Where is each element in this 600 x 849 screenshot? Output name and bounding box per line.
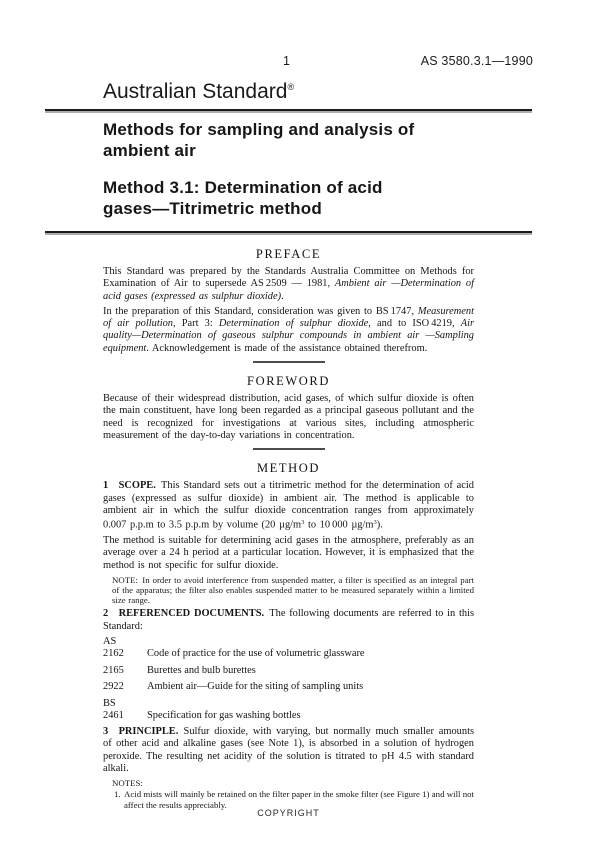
foreword-paragraph: Because of their widespread distribution, acid gases, of which sulfur dioxide is often the main constituent, have long been regarded as a principal gaseous pollutant and the need is recognized for investigations at various sites, including atmospheric measurement of the day-to-day variations in concentration. bbox=[103, 393, 474, 441]
registered-trademark-symbol: ® bbox=[287, 82, 295, 92]
ref-description: Specification for gas washing bottles bbox=[147, 709, 301, 721]
note-text: Acid mists will mainly be retained on the filter paper in the smoke filter (see Figure 1) and will not affect the results appreciably. bbox=[124, 789, 474, 810]
referenced-documents-paragraph: 2 REFERENCED DOCUMENTS. The following documents are referred to in this Standard: bbox=[103, 608, 474, 632]
method-title bbox=[103, 178, 383, 219]
masthead-brand: Australian Standard bbox=[103, 80, 288, 103]
scope-paragraph-2: The method is suitable for determining acid gases in the atmosphere, preferably as an average over a 24 h period at a particular location. However, it is emphasized that the method is not specific for sulfur dioxide. bbox=[103, 534, 474, 571]
method-title-line1: Method 3.1: Determination of acid bbox=[103, 178, 383, 197]
note-item bbox=[114, 789, 474, 809]
ref-number: 2461 bbox=[103, 709, 124, 721]
ref-group-label-bs: BS bbox=[103, 697, 116, 709]
ref-row bbox=[103, 665, 474, 677]
ref-row bbox=[103, 648, 474, 660]
ref-number: 2162 bbox=[103, 648, 124, 660]
section-divider bbox=[253, 361, 325, 363]
section-divider bbox=[253, 448, 325, 450]
title-bottom-rule bbox=[45, 231, 532, 233]
preface-heading: PREFACE bbox=[255, 247, 322, 261]
document-title-line2: ambient air bbox=[103, 140, 196, 160]
ref-description: Ambient air—Guide for the siting of sampling units bbox=[147, 681, 364, 693]
page-number: 1 bbox=[283, 54, 290, 68]
note-number: 1. bbox=[114, 789, 121, 800]
ref-row bbox=[103, 681, 474, 693]
foreword-heading: FOREWORD bbox=[247, 374, 330, 389]
ref-description: Code of practice for the use of volumetric glassware bbox=[147, 648, 365, 660]
ref-number: 2165 bbox=[103, 664, 124, 676]
method-heading: METHOD bbox=[256, 461, 321, 476]
ref-description: Burettes and bulb burettes bbox=[147, 664, 256, 676]
method-title-line2: gases—Titrimetric method bbox=[103, 198, 322, 218]
principle-paragraph: 3 PRINCIPLE. Sulfur dioxide, with varying, but normally much smaller amounts of other acid and alkaline gases (see Note 1), is absorbed in a solution of hydrogen peroxide. The resulting net acidity of the solution is titrated to pH 4.5 with standard alkali. bbox=[103, 726, 474, 774]
page-header bbox=[103, 54, 533, 69]
ref-group-label-as: AS bbox=[103, 636, 117, 648]
standard-code: AS 3580.3.1—1990 bbox=[420, 54, 533, 68]
notes-block bbox=[103, 778, 474, 810]
copyright-footer: COPYRIGHT bbox=[257, 808, 320, 818]
content-column bbox=[103, 247, 474, 810]
masthead bbox=[103, 80, 294, 104]
ref-number: 2922 bbox=[103, 681, 124, 693]
scope-note: NOTE: In order to avoid interference from suspended matter, a filter is specified as an integral part of the apparatus; the filter also enables suspended matter to be measured separately within a limited size range. bbox=[112, 574, 474, 606]
ref-row bbox=[103, 710, 474, 722]
document-title bbox=[103, 120, 414, 161]
scope-paragraph: 1 SCOPE. This Standard sets out a titrimetric method for the determination of acid gases (expressed as sulfur dioxide) in ambient air. The method is applicable to ambient air in which the sulfur dioxide concentration ranges from approximately 0.007 p.p.m to 3.5 p.p.m by volume (20 $\mu g/m^3$ to 10 000 $\mu g/m^3$). bbox=[103, 480, 474, 531]
notes-label: NOTES: bbox=[112, 778, 143, 789]
preface-paragraph-2: In the preparation of this Standard, consideration was given to BS 1747, Measurement of air pollution, Part 3: Determination of sulphur dioxide, and to ISO 4219, Air quality—Determination of gaseous sulphur compounds in ambient air —Sampling equipment. Acknowledgement is made of the assistance obtained therefrom. bbox=[103, 305, 474, 354]
preface-paragraph-1: This Standard was prepared by the Standards Australia Committee on Methods for Examination of Air to supersede AS 2509 — 1981, Ambient air —Determination of acid gases (expressed as sulphur dioxide). bbox=[103, 266, 474, 302]
document-title-line1: Methods for sampling and analysis of bbox=[103, 120, 415, 139]
top-rule bbox=[45, 109, 532, 111]
